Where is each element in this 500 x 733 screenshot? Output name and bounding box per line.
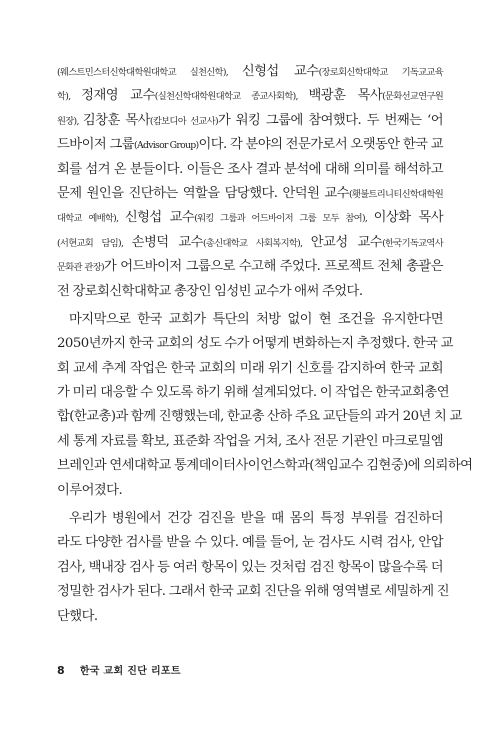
page-number: 8 xyxy=(57,664,65,677)
text-line: 세 통계 자료를 확보, 표준화 작업을 거쳐, 조사 전문 기관인 마크로밀엠 xyxy=(57,433,443,449)
text-line: 합(한교총)과 함께 진행했는데, 한교총 산하 주요 교단들의 과거 20년 치 교 xyxy=(57,409,462,425)
text-line xyxy=(57,280,443,304)
text-line: 브레인과 연세대학교 통계데이터사이언스학과(책임교수 김현중)에 의뢰하여 xyxy=(57,458,473,474)
text-segment: 손병덕 교수 xyxy=(131,234,203,250)
parenthetical-note: (워킹 그룹과 어드바이저 그룹 모두 참여), xyxy=(194,213,374,225)
parenthetical-note: (횃불트리니티신학대학원 xyxy=(348,188,444,200)
parenthetical-note: 대학교 예배학), xyxy=(57,213,125,225)
text-line: 회 교세 추계 작업은 한국 교회의 미래 위기 신호를 감지하여 한국 교회 xyxy=(57,360,443,376)
parenthetical-note: (총신대학교 사회복지학), xyxy=(202,237,311,249)
parenthetical-note: (웨스트민스터신학대학원대학교 실천신학), xyxy=(57,67,242,78)
parenthetical-note: (캄보디아 선교사) xyxy=(149,115,218,127)
text-line xyxy=(57,182,443,206)
text-line: 라도 다양한 검사를 받을 수 있다. 예를 들어, 눈 검사도 시력 검사, 안압 xyxy=(57,535,443,551)
parenthetical-note: (서현교회 담임), xyxy=(57,237,132,249)
text-segment: 전 장로회신학대학교 총장인 임성빈 교수가 애써 주었다. xyxy=(57,283,363,299)
text-segment: 가 워킹 그룹에 참여했다. 두 번째는 ‘어 xyxy=(217,112,444,128)
paragraph-1 xyxy=(57,60,443,304)
paragraph-2 xyxy=(57,308,473,503)
running-title: 한국 교회 진단 리포트 xyxy=(79,666,181,677)
parenthetical-note: 문화관 관장) xyxy=(57,262,104,274)
text-line xyxy=(57,255,443,279)
text-line: 이루어졌다. xyxy=(57,482,123,498)
text-segment: 안교성 교수 xyxy=(310,234,383,250)
text-segment: 안덕원 교수 xyxy=(282,185,349,201)
parenthetical-note: (Advisor Group) xyxy=(134,140,199,152)
text-line: 마지막으로 한국 교회가 특단의 처방 없이 현 조건을 유지한다면 xyxy=(69,311,443,327)
text-line xyxy=(57,60,443,84)
parenthetical-note: (한국기독교역사 xyxy=(382,237,443,249)
text-line: 정밀한 검사가 된다. 그래서 한국 교회 진단을 위해 영역별로 세밀하게 진 xyxy=(57,584,449,600)
text-line xyxy=(57,231,443,255)
text-segment: 이다. 각 분야의 전문가로서 오랫동안 한국 교 xyxy=(198,137,443,153)
text-line: 검사, 백내장 검사 등 여러 항목이 있는 것처럼 검진 항목이 많을수록 더 xyxy=(57,559,443,575)
text-segment: 가 어드바이저 그룹으로 수고해 주었다. 프로젝트 전체 총괄은 xyxy=(103,259,443,275)
page-footer xyxy=(57,662,181,677)
text-segment: 이상화 목사 xyxy=(373,210,443,226)
parenthetical-note: (장로회신학대학교 기독교교육 xyxy=(318,67,443,78)
page-body xyxy=(57,60,473,629)
parenthetical-note: 학), xyxy=(57,91,82,103)
text-segment: 신형섭 교수 xyxy=(241,64,319,79)
parenthetical-note: (문화선교연구원 xyxy=(382,91,444,103)
text-segment: 드바이저 그룹 xyxy=(57,137,135,153)
text-line xyxy=(57,158,443,182)
text-line: 2050년까지 한국 교회의 성도 수가 어떻게 변화하는지 추정했다. 한국 교 xyxy=(57,336,453,352)
text-line xyxy=(57,84,443,108)
text-segment: 백광훈 목사 xyxy=(308,88,383,104)
text-segment: 김창훈 목사 xyxy=(82,112,150,128)
text-line xyxy=(57,206,443,230)
parenthetical-note: 원장), xyxy=(57,115,83,127)
text-segment: 정재영 교수 xyxy=(81,88,155,104)
text-line xyxy=(57,133,443,157)
text-segment: 신형섭 교수 xyxy=(124,210,195,226)
text-line: 가 미리 대응할 수 있도록 하기 위해 설계되었다. 이 작업은 한국교회총연 xyxy=(57,385,449,401)
text-segment: 회를 섬겨 온 분들이다. 이들은 조사 결과 분석에 대해 의미를 해석하고 xyxy=(57,161,443,177)
text-line: 우리가 병원에서 건강 검진을 받을 때 몸의 특정 부위를 검진하더 xyxy=(69,511,443,527)
text-line xyxy=(57,109,443,133)
text-segment: 문제 원인을 진단하는 역할을 담당했다. xyxy=(57,185,283,201)
text-line: 단했다. xyxy=(57,608,98,624)
parenthetical-note: (실천신학대학원대학교 종교사회학), xyxy=(154,91,309,103)
paragraph-3 xyxy=(57,507,449,629)
